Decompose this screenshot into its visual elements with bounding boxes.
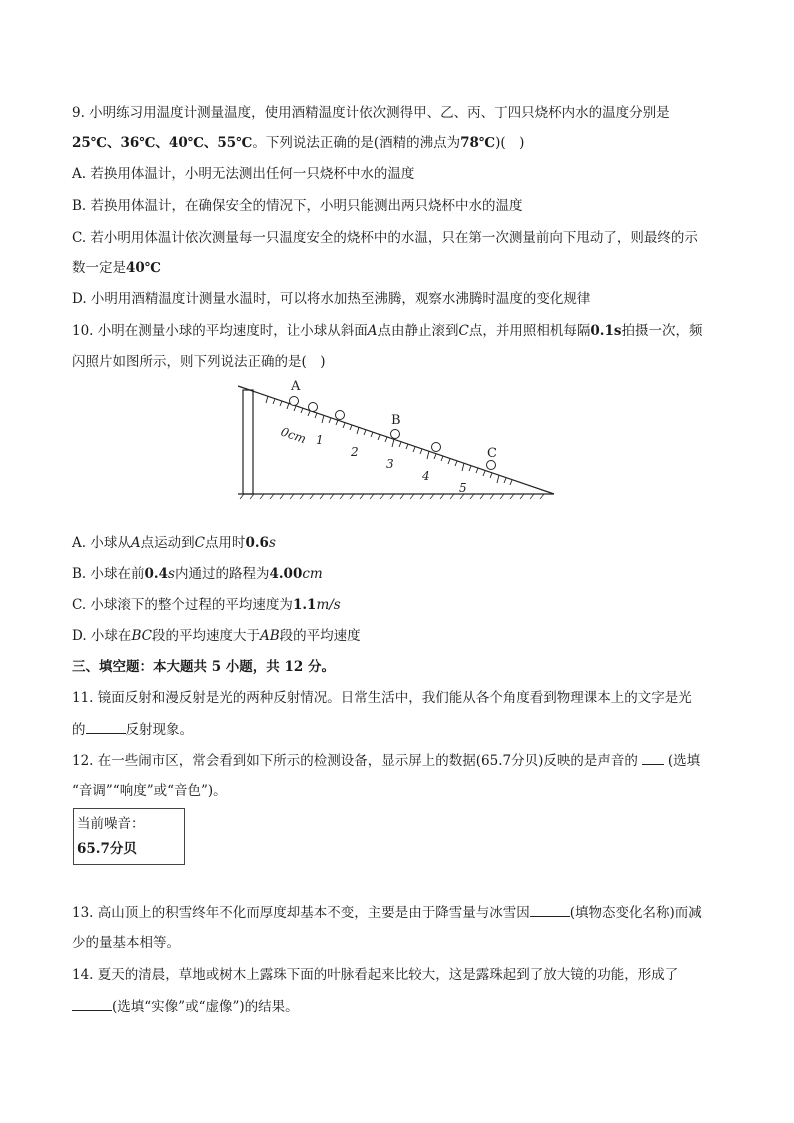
- q10-option-b: B. 小球在前0.4s内通过的路程为4.00cm: [72, 566, 323, 582]
- ball-3: [336, 411, 345, 420]
- section-heading: 三、填空题：本大题共 5 小题，共 12 分。: [72, 659, 335, 675]
- q11-line1: 11. 镜面反射和漫反射是光的两种反射情况。日常生活中，我们能从各个角度看到物理课本上的文字是光: [72, 690, 692, 706]
- ball-2: [309, 403, 318, 412]
- support-block: [243, 390, 253, 494]
- q14-line2: (选填“实像”或“虚像”)的结果。: [72, 996, 299, 1017]
- ruler-label-0: 0cm: [279, 424, 308, 447]
- noise-monitor-display: [73, 808, 185, 865]
- ball-A: [290, 397, 299, 406]
- point-label-A: A: [291, 379, 301, 394]
- ball-5: [432, 443, 441, 452]
- noise-display-label: 当前噪音：: [77, 816, 145, 832]
- ruler-label-5: 5: [459, 481, 467, 495]
- q9-stem-line2: 25℃、36℃、40℃、55℃。下列说法正确的是(酒精的沸点为78℃)( ): [72, 135, 525, 151]
- ruler-label-2: 2: [351, 445, 359, 459]
- q14-line1: 14. 夏天的清晨，草地或树木上露珠下面的叶脉看起来比较大，这是露珠起到了放大镜的功能，形成了: [72, 967, 679, 983]
- q10-stem-line1: 10. 小明在测量小球的平均速度时，让小球从斜面A点由静止滚到C点，并用照相机每隔0.1s拍摄一次，频: [72, 323, 703, 339]
- ruler-label-3: 3: [386, 457, 394, 471]
- q10-option-c: C. 小球滚下的整个过程的平均速度为1.1m/s: [72, 597, 341, 613]
- q12-line2: “音调”“响度”或“音色”)。: [72, 783, 227, 799]
- point-label-B: B: [391, 413, 401, 428]
- q9-option-b: B. 若换用体温计，在确保安全的情况下，小明只能测出两只烧杯中水的温度: [72, 198, 523, 214]
- q12-answer-blank[interactable]: [642, 750, 664, 765]
- q9-option-d: D. 小明用酒精温度计测量水温时，可以将水加热至沸腾，观察水沸腾时温度的变化规律: [72, 291, 591, 307]
- q9-temps: 25℃、36℃、40℃、55℃: [72, 135, 253, 151]
- ruler-label-4: 4: [422, 469, 430, 483]
- q11-line2: 的 反射现象。: [72, 719, 193, 740]
- q14-answer-blank[interactable]: [72, 996, 112, 1011]
- incline-ruler-figure: [236, 378, 558, 502]
- q10-option-d: D. 小球在BC段的平均速度大于AB段的平均速度: [72, 628, 361, 644]
- ruler-label-1: 1: [316, 433, 324, 447]
- q9-option-a: A. 若换用体温计，小明无法测出任何一只烧杯中水的温度: [72, 166, 415, 182]
- q13-answer-blank[interactable]: [530, 902, 570, 917]
- q9-stem-line1: 9. 小明练习用温度计测量温度，使用酒精温度计依次测得甲、乙、丙、丁四只烧杯内水的温度分别是: [72, 105, 670, 121]
- ball-C: [487, 461, 496, 470]
- point-label-C: C: [487, 446, 497, 461]
- q9-option-c-line1: C. 若小明用体温计依次测量每一只温度安全的烧杯中的水温，只在第一次测量前向下甩动了，则最终的示: [72, 230, 698, 246]
- q10-option-a: A. 小球从A点运动到C点用时0.6s: [72, 535, 276, 551]
- q11-answer-blank[interactable]: [86, 719, 126, 734]
- ball-B: [391, 430, 400, 439]
- q10-stem-line2: 闪照片如图所示，则下列说法正确的是( ): [72, 354, 326, 370]
- ground-hatching: [240, 494, 544, 499]
- q13-line1: 13. 高山顶上的积雪终年不化而厚度却基本不变，主要是由于降雪量与冰雪因 (填物态变化名称)而减: [72, 902, 702, 923]
- q13-line2: 少的量基本相等。: [72, 935, 180, 951]
- q9-boiling-point: 78℃: [460, 135, 496, 151]
- noise-display-value: 65.7分贝: [77, 841, 137, 857]
- q9-option-c-line2: 数一定是40℃: [72, 260, 161, 276]
- q12-line1: 12. 在一些闹市区，常会看到如下所示的检测设备，显示屏上的数据(65.7分贝)反映的是声音的 (选填: [72, 750, 700, 771]
